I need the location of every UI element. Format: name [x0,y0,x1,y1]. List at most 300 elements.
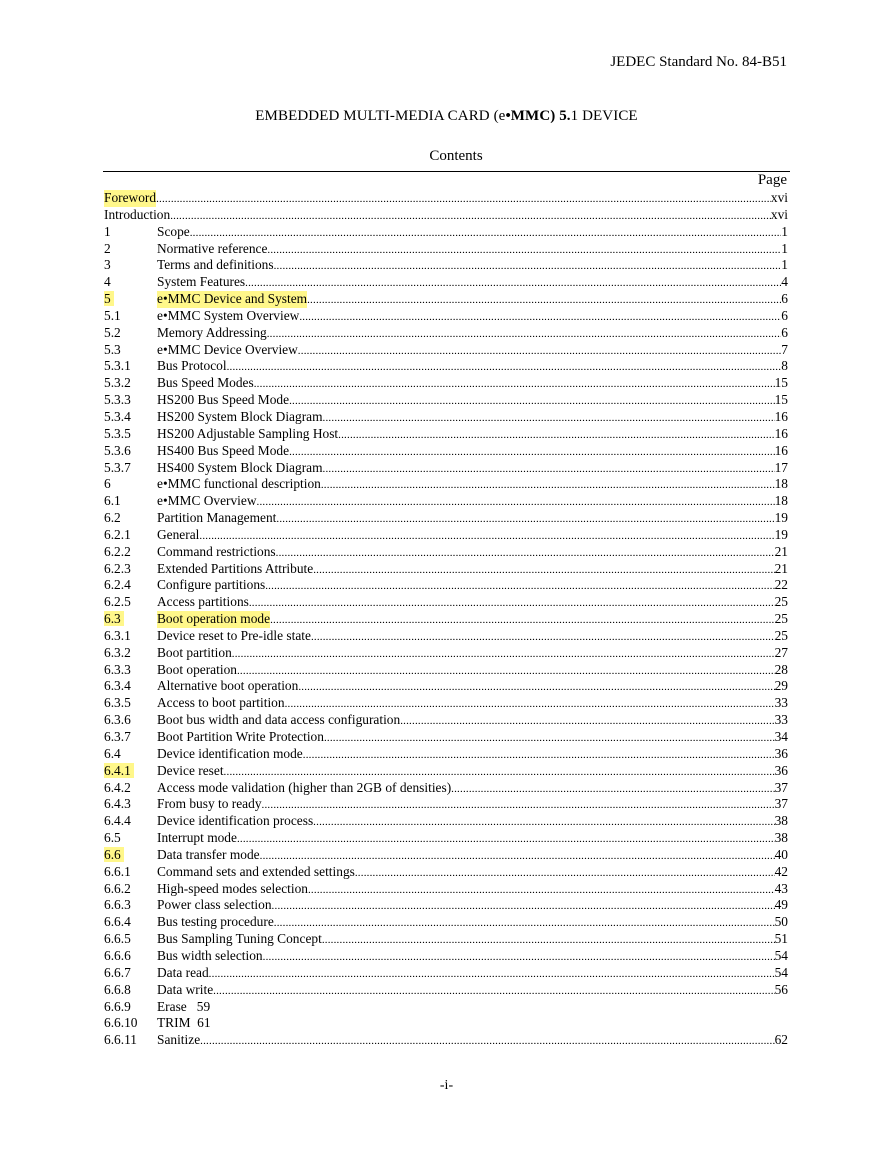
toc-section-number [104,796,157,813]
toc-section-number [104,443,157,460]
toc-section-number-text: 6.4.2 [104,779,131,795]
toc-page-number: 54 [774,964,788,980]
toc-section-number-text: 6.2 [104,510,121,526]
toc-section-title: Extended Partitions Attribute [157,560,314,576]
toc-section-number-text: 6.6.10 [104,1015,138,1031]
toc-dot-leader [299,309,781,326]
toc-section-number [104,527,157,544]
toc-section-number [104,628,157,645]
toc-entry[interactable] [104,375,788,392]
toc-dot-leader [156,191,771,208]
document-title [0,108,893,125]
toc-section-number [104,325,157,342]
toc-entry[interactable] [104,813,788,830]
toc-page-number: 33 [774,712,788,728]
toc-section-number-text: 6.4 [104,745,121,761]
toc-page-number: 22 [774,577,788,593]
toc-section-title: General [157,526,200,542]
toc-entry[interactable] [104,1032,788,1049]
toc-section-number [104,729,157,746]
toc-dot-leader [190,225,782,242]
toc-dot-leader [324,730,775,747]
toc-section-title: High-speed modes selection [157,880,308,896]
toc-section-number [104,392,157,409]
toc-dot-leader [213,983,774,1000]
toc-section-title: Device reset [157,762,224,778]
toc-section-title: Terms and definitions [157,257,274,273]
toc-entry[interactable] [104,257,788,274]
toc-section-number-text: 6.6.11 [104,1032,137,1048]
toc-dot-leader [323,461,775,478]
toc-section-number-text: 6.6.5 [104,931,131,947]
toc-section-number-text: 6.6 [104,847,124,862]
toc-page-number: 21 [774,543,788,559]
toc-page-number: xvi [770,190,788,205]
toc-section-number-text: 5.3.5 [104,425,131,441]
toc-dot-leader [311,629,775,646]
toc-page-number: 18 [774,476,788,492]
toc-entry[interactable] [104,830,788,847]
toc-section-title: Boot operation mode [157,611,271,627]
toc-section-number [104,931,157,948]
toc-page-number: 1 [781,257,788,273]
toc-entry[interactable] [104,274,788,291]
toc-dot-leader [224,764,775,781]
toc-page-number: 28 [774,661,788,677]
toc-page-number: 4 [781,274,788,290]
toc-entry[interactable] [104,308,788,325]
toc-page-number: 25 [774,594,788,610]
toc-section-number-text: 6.3.6 [104,712,131,728]
toc-entry[interactable] [104,999,788,1016]
toc-entry[interactable] [104,780,788,797]
toc-dot-leader [227,359,782,376]
toc-entry[interactable] [104,544,788,561]
toc-section-number-text: 6.6.1 [104,863,131,879]
toc-section-title: Scope [157,223,190,239]
toc-page-number: 18 [774,493,788,509]
toc-section-number-text: 6.3.7 [104,729,131,744]
toc-section-number [104,544,157,561]
toc-entry[interactable] [104,948,788,965]
toc-section-number [104,476,157,493]
toc-section-number [104,780,157,797]
toc-dot-leader [274,915,775,932]
toc-page-number: 36 [774,762,788,778]
toc-section-number-text: 5.3.6 [104,442,131,458]
toc-section-number [104,712,157,729]
toc-section-number-text: 5.3.1 [104,358,131,374]
toc-entry[interactable] [104,965,788,982]
toc-section-number [104,678,157,695]
toc-entry[interactable] [104,746,788,763]
toc-section-title: Boot Partition Write Protection [157,729,324,744]
toc-dot-leader [313,562,774,579]
toc-page-number: 19 [774,510,788,526]
toc-entry[interactable] [104,510,788,527]
toc-section-number-text: 2 [104,240,111,256]
toc-page-number: 15 [774,375,788,391]
toc-dot-leader [321,477,775,494]
toc-section-title: HS200 Adjustable Sampling Host [157,425,339,441]
toc-dot-leader [451,781,774,798]
toc-entry[interactable] [104,931,788,948]
toc-section-title: HS400 Bus Speed Mode [157,442,290,458]
toc-section-number [104,746,157,763]
toc-page-number: 25 [774,611,788,627]
toc-section-number [104,999,157,1016]
toc-dot-leader [254,376,775,393]
toc-entry[interactable] [104,645,788,662]
toc-entry[interactable] [104,493,788,510]
toc-section-title: Device identification process [157,813,314,829]
toc-section-number-text: 5 [104,291,114,306]
toc-section-title: Foreword [104,190,157,205]
toc-section-number [104,594,157,611]
toc-section-number-text: 6.6.7 [104,964,131,980]
toc-section-title: Interrupt mode [157,830,237,846]
toc-section-number-text: 6.3.3 [104,661,131,677]
toc-section-number [104,1032,157,1049]
toc-section-number [104,948,157,965]
toc-entry[interactable] [104,291,788,308]
toc-section-title: e•MMC Device and System [157,291,308,307]
toc-dot-leader [270,612,775,629]
toc-entry[interactable] [104,1015,788,1032]
toc-section-number-text: 6.6.3 [104,897,131,913]
toc-section-number [104,460,157,477]
toc-section-title: Configure partitions [157,577,266,593]
toc-dot-leader [338,427,774,444]
toc-dot-leader [272,898,775,915]
toc-section-number [104,291,157,308]
toc-page-number: 43 [774,880,788,896]
toc-page-number: 29 [774,678,788,694]
toc-section-number-text: 6.1 [104,493,121,509]
toc-section-number [104,224,157,241]
toc-section-number-text: 6.6.6 [104,947,131,963]
toc-section-title: HS200 Bus Speed Mode [157,392,290,408]
divider-rule [103,171,790,172]
page-number-footer: -i- [439,1078,454,1093]
toc-dot-leader [400,713,774,730]
toc-page-number: 27 [774,644,788,660]
toc-page-number: 8 [781,358,788,374]
title-part-1: EMBEDDED MULTI-MEDIA CARD (e [255,108,506,124]
toc-entry[interactable] [104,392,788,409]
toc-section-number-text: 6.6.9 [104,998,131,1014]
toc-section-number-text: 6.3.2 [104,644,131,660]
toc-section-number [104,982,157,999]
toc-section-title: Command sets and extended settings [157,863,355,879]
toc-section-number-text: 5.2 [104,324,121,340]
toc-section-number [104,830,157,847]
toc-entry[interactable] [104,190,788,207]
toc-section-number [104,561,157,578]
toc-section-title: Access partitions [157,594,249,610]
toc-section-number-text: 6.3 [104,611,124,626]
toc-section-number [104,914,157,931]
toc-section-title: Partition Management [157,510,277,526]
toc-dot-leader [232,646,775,663]
toc-entry[interactable] [104,577,788,594]
toc-page-number: 33 [774,695,788,711]
toc-page-number: 15 [774,392,788,408]
toc-section-number-text: 1 [104,223,111,239]
toc-page-number: 50 [774,914,788,930]
toc-page-number: 6 [781,324,788,340]
toc-page-number: xvi [770,206,788,222]
standard-number: JEDEC Standard No. 84-B51 [610,54,787,70]
toc-page-number: 7 [781,341,788,357]
toc-entry[interactable] [104,561,788,578]
toc-section-number-text: 6.2.3 [104,560,131,576]
toc-section-title: Alternative boot operation [157,678,299,694]
toc-dot-leader [322,932,775,949]
toc-section-number-text: 5.3.7 [104,459,131,475]
toc-dot-leader [298,343,782,360]
toc-section-number [104,1015,157,1032]
toc-dot-leader [265,578,774,595]
toc-dot-leader [298,679,774,696]
toc-section-title: TRIM 61 [157,1015,211,1031]
toc-section-title: HS200 System Block Diagram [157,408,323,424]
toc-entry[interactable] [104,729,788,746]
toc-entry[interactable] [104,426,788,443]
toc-section-title: Normative reference [157,240,268,256]
toc-section-number [104,241,157,258]
toc-section-title: e•MMC System Overview [157,307,300,323]
toc-section-number [104,342,157,359]
toc-dot-leader [267,326,782,343]
toc-page-number: 19 [774,526,788,542]
toc-section-number [104,426,157,443]
toc-section-number-text: 6 [104,476,111,492]
toc-section-number-text: 6.4.3 [104,796,131,812]
toc-entry[interactable] [104,409,788,426]
toc-dot-leader [313,814,774,831]
toc-entry[interactable] [104,443,788,460]
toc-entry[interactable] [104,712,788,729]
toc-page-number: 37 [774,796,788,812]
toc-section-title: Erase 59 [157,998,211,1014]
toc-entry[interactable] [104,460,788,477]
toc-entry[interactable] [104,881,788,898]
toc-page-number: 16 [774,408,788,424]
toc-section-title: e•MMC functional description [157,476,321,492]
toc-dot-leader [199,528,774,545]
toc-entry[interactable] [104,476,788,493]
toc-page-number: 21 [774,560,788,576]
toc-section-title: Data write [157,981,214,997]
toc-page-number: 56 [774,981,788,997]
toc-section-number [104,274,157,291]
contents-heading: Contents [429,148,483,164]
toc-section-number [104,257,157,274]
toc-dot-leader [237,663,775,680]
toc-section-number-text: 6.4.1 [104,763,134,778]
toc-dot-leader [289,393,775,410]
toc-page-number: 38 [774,830,788,846]
toc-entry[interactable] [104,662,788,679]
toc-section-number [104,695,157,712]
toc-page-number: 25 [774,627,788,643]
toc-section-title: Bus width selection [157,947,263,963]
toc-entry[interactable] [104,527,788,544]
toc-section-title: Data transfer mode [157,846,260,862]
toc-page-number: 62 [774,1032,788,1048]
toc-section-number [104,645,157,662]
toc-section-title: HS400 System Block Diagram [157,459,323,475]
toc-section-number-text: 6.3.4 [104,678,131,694]
toc-dot-leader [262,797,775,814]
toc-dot-leader [245,275,781,292]
toc-section-number [104,897,157,914]
toc-section-title: Memory Addressing [157,324,267,340]
toc-entry[interactable] [104,914,788,931]
toc-section-number-text: 6.6.2 [104,880,131,896]
toc-section-number-text: 5.3.2 [104,375,131,391]
toc-page-number: 34 [774,729,788,744]
toc-page-number: 16 [774,425,788,441]
toc-dot-leader [285,696,775,713]
toc-dot-leader [260,848,775,865]
toc-entry[interactable] [104,628,788,645]
toc-section-title: e•MMC Overview [157,493,257,509]
toc-section-number-text: 5.3.3 [104,392,131,408]
toc-page-number: 1 [781,223,788,239]
toc-section-number-text: 6.2.2 [104,543,131,559]
toc-section-number [104,847,157,864]
toc-section-number [104,763,157,780]
toc-section-number-text: 6.2.5 [104,594,131,610]
toc-section-number-text: 6.5 [104,830,121,846]
toc-section-number-text: 3 [104,257,111,273]
toc-dot-leader [276,511,774,528]
toc-dot-leader [249,595,775,612]
toc-page-number: 17 [774,459,788,475]
toc-page-number: 49 [774,897,788,913]
toc-page-number: 38 [774,813,788,829]
toc-entry[interactable] [104,847,788,864]
page-column-label: Page [757,172,787,188]
toc-section-number-text: 6.2.1 [104,526,131,542]
toc-entry[interactable] [104,982,788,999]
toc-section-title: Device reset to Pre-idle state [157,627,311,643]
toc-section-title: Data read [157,964,209,980]
toc-section-number [104,493,157,510]
toc-entry[interactable] [104,678,788,695]
toc-dot-leader [274,258,782,275]
toc-section-title: Boot bus width and data access configuration [157,712,401,728]
toc-section-title: Command restrictions [157,543,276,559]
toc-dot-leader [209,966,775,983]
toc-section-title: Boot partition [157,644,232,660]
toc-entry[interactable] [104,763,788,780]
toc-section-number-text: 4 [104,274,111,290]
toc-section-number-text: 6.6.8 [104,981,131,997]
toc-section-number-text: 6.2.4 [104,577,131,593]
toc-section-number [104,308,157,325]
toc-dot-leader [237,831,775,848]
toc-section-title: Device identification mode [157,745,303,761]
toc-section-number [104,662,157,679]
toc-section-number [104,813,157,830]
toc-section-title: Bus Sampling Tuning Concept [157,931,322,947]
toc-section-title: Boot operation [157,661,237,677]
toc-entry[interactable] [104,224,788,241]
toc-entry[interactable] [104,207,788,224]
toc-entry[interactable] [104,342,788,359]
toc-section-number-text: 5.1 [104,307,121,323]
toc-section-title: Bus Protocol [157,358,227,374]
toc-entry[interactable] [104,325,788,342]
toc-section-number-text: 6.3.1 [104,627,131,643]
toc-section-number [104,358,157,375]
toc-section-title: Bus Speed Modes [157,375,254,391]
toc-dot-leader [289,444,775,461]
table-of-contents [104,190,788,1049]
toc-page-number: 42 [774,863,788,879]
toc-dot-leader [303,747,775,764]
toc-entry[interactable] [104,864,788,881]
toc-entry[interactable] [104,241,788,258]
toc-entry[interactable] [104,358,788,375]
toc-section-number [104,965,157,982]
toc-dot-leader [200,1033,774,1050]
toc-section-title: e•MMC Device Overview [157,341,298,357]
toc-dot-leader [308,882,775,899]
toc-section-title: Introduction [104,206,171,222]
toc-section-title: From busy to ready [157,796,262,812]
toc-dot-leader [170,208,771,225]
toc-page-number: 54 [774,947,788,963]
toc-dot-leader [257,494,775,511]
toc-page-number: 36 [774,745,788,761]
toc-page-number: 6 [781,291,788,307]
toc-dot-leader [323,410,775,427]
toc-entry[interactable] [104,897,788,914]
toc-page-number: 37 [774,779,788,795]
toc-section-number-text: 5.3 [104,341,121,357]
toc-section-number [104,611,157,628]
toc-entry[interactable] [104,695,788,712]
toc-section-title: Access to boot partition [157,695,285,711]
toc-dot-leader [307,292,781,309]
toc-section-number [104,409,157,426]
toc-section-title: Sanitize [157,1032,201,1048]
title-part-3: 1 DEVICE [570,108,638,124]
toc-entry[interactable] [104,796,788,813]
toc-section-title: System Features [157,274,246,290]
toc-dot-leader [276,545,775,562]
toc-page-number: 40 [774,846,788,862]
toc-entry[interactable] [104,611,788,628]
toc-section-title: Bus testing procedure [157,914,274,930]
toc-section-number [104,881,157,898]
toc-page-number: 6 [781,307,788,323]
toc-section-number [104,864,157,881]
toc-page-number: 16 [774,442,788,458]
toc-entry[interactable] [104,594,788,611]
toc-section-title: Power class selection [157,897,272,913]
toc-section-number [104,577,157,594]
toc-section-number [104,375,157,392]
toc-dot-leader [267,242,781,259]
toc-section-title: Access mode validation (higher than 2GB of densities) [157,779,452,795]
toc-section-number-text: 5.3.4 [104,408,131,424]
toc-section-number-text: 6.4.4 [104,813,131,829]
